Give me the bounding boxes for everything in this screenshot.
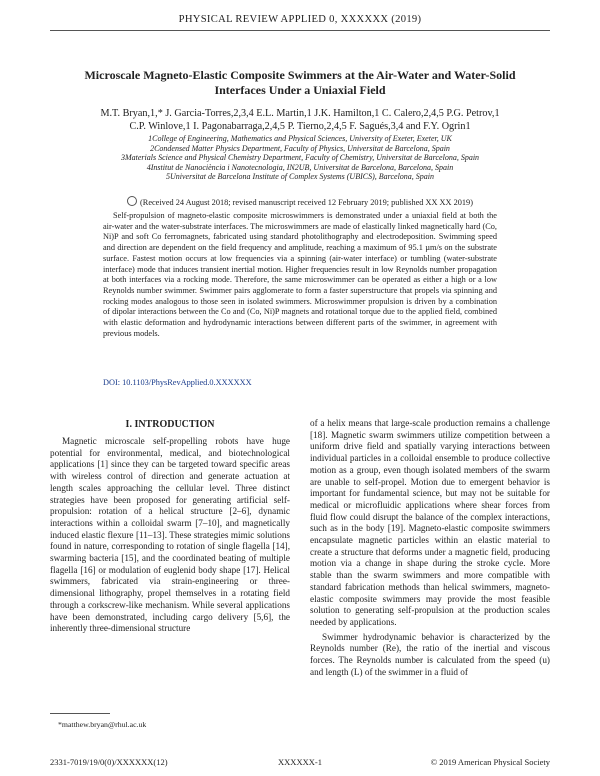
paragraph: of a helix means that large-scale production remains a challenge [18]. Magnetic swarm swimmers utilize competition between a uniform drive field and spatially varying interactions between individual particles in a colloidal ensemble to produce collective motion as a group, even though isolated members of the swarm are unable to self-propel. Motion due to emergent behavior is important for fundamental science, but may not be suitable for medical or microfluidic applications where shear forces from fluid flow could disrupt the balance of the complex interactions, such as in the body [19]. Magneto-elastic composite swimmers encapsulate magnetic particles within an elastic material to create a structure that deforms under a magnetic field, producing motion via a change in shape during the stroke cycle. More stable than the swarm swimmers and more compatible with standard fabrication methods than helical swimmers, magneto-elastic composite swimmers may provide the most feasible solution to generating self-propulsion at the production scales needed by applications. xyxy=(310,418,550,627)
paper-title: Microscale Magneto-Elastic Composite Swimmers at the Air-Water and Water-Solid Interfaces Under a Uniaxial Field xyxy=(84,68,516,97)
intro-left-column: Magnetic microscale self-propelling robots have huge potential for environmental, medical, and biotechnological applications [1] since they can be targeted toward specific areas with wireless control of direction and generate actuation at length scales approaching the cellular level. Three distinct strategies have been proposed for generating artificial self-propulsion: rotation of a helical structure [2–6], dynamic interactions within a colloidal swarm [7–10], and magnetically induced elastic flexure [11–13]. These strategies mimic solutions found in nature, corresponding to rotation of single flagella [14], swarming bacteria [15], and the coordinated beating of multiple flagella [16] or modulation of euglenid body shape [17]. Helical swimmers, fabricated via strain-engineering or three-dimensional lithography, propel themselves in a rotating field through a corkscrew-like mechanism. While several applications have been demonstrated, including cargo delivery [5,6], the inherently three-dimensional structure xyxy=(50,436,290,634)
affiliation: 4Institut de Nanociència i Nanotecnologia, IN2UB, Universitat de Barcelona, Barcelona, Spain xyxy=(146,162,454,172)
doi-line xyxy=(103,378,497,387)
affiliation: 5Universitat de Barcelona Institute of Complex Systems (UBICS), Barcelona, Spain xyxy=(165,172,435,182)
doi-link[interactable]: DOI: 10.1103/PhysRevApplied.0.XXXXXX xyxy=(103,378,252,387)
abstract: Self-propulsion of magneto-elastic composite microswimmers is demonstrated under a uniaxial field at both the air-water and the water-substrate interfaces. The microswimmers are made of elastically linked magnetically hard (Co, Ni)P and soft Co ferromagnets, fabricated using standard photolithography and electrodeposition. Swimming speed and direction are dependent on the field frequency and amplitude, reaching a maximum of 95.1 µm/s on the substrate surface. Fastest motion occurs at low frequencies via a spinning (air-water interface) or tumbling (water-substrate interface) mode that induces transient inertial motion. Higher frequencies result in low Reynolds number propagation at both interfaces via a rocking mode. Therefore, the same microswimmer can be operated as either a high or a low Reynolds number swimmer. Swimmer pairs agglomerate to form a faster superstructure that propels via spinning and rocking modes analogous to those seen in isolated swimmers. Microswimmer propulsion is driven by a combination of dipolar interactions between the Co and (Co, Ni)P magnets and rotational torque due to the applied field, combined with elastic deformation and hydrodynamic interactions between different parts of the swimmer, in agreement with previous models. xyxy=(103,211,497,338)
affiliation: 1College of Engineering, Mathematics and Physical Sciences, University of Exeter, Exeter, UK xyxy=(148,134,452,143)
received-text: (Received 24 August 2018; revised manuscript received 12 February 2019; published XX XX 2019) xyxy=(140,198,473,207)
author-line: C.P. Winlove,1 I. Pagonabarraga,2,4,5 P. Tierno,2,4,5 F. Sagués,3,4 and F.Y. Ogrin1 xyxy=(129,120,471,132)
header-rule xyxy=(50,30,550,31)
footer-copyright: © 2019 American Physical Society xyxy=(430,757,550,767)
affiliation: 3Materials Science and Physical Chemistry Department, Faculty of Chemistry, Universitat de Barcelona, Spain xyxy=(120,153,480,163)
footer-page-number: XXXXXX-1 xyxy=(278,757,322,767)
footnote-rule xyxy=(50,713,110,714)
footer-issn: 2331-7019/19/0(0)/XXXXXX(12) xyxy=(50,757,168,767)
running-head: PHYSICAL REVIEW APPLIED 0, XXXXXX (2019) xyxy=(178,14,422,25)
intro-right-column xyxy=(310,418,550,678)
received-dates xyxy=(60,196,540,207)
section-heading: I. INTRODUCTION xyxy=(125,419,215,430)
paragraph: Swimmer hydrodynamic behavior is characterized by the Reynolds number (Re), the ratio of the inertial and viscous forces. The Reynolds number is calculated from the speed (u) and length (L) of the swimmer in a fluid of xyxy=(310,631,550,677)
author-line: M.T. Bryan,1,* J. Garcia-Torres,2,3,4 E.L. Martin,1 J.K. Hamilton,1 C. Calero,2,4,5 P.G. Petrov,1 xyxy=(100,108,500,119)
footnote-email: *matthew.bryan@rhul.ac.uk xyxy=(58,720,147,729)
author-list xyxy=(60,108,540,133)
affiliation: 2Condensed Matter Physics Department, Faculty of Physics, Universitat de Barcelona, Spain xyxy=(150,143,450,153)
check-for-updates-icon[interactable] xyxy=(127,196,137,206)
affiliations xyxy=(60,134,540,182)
